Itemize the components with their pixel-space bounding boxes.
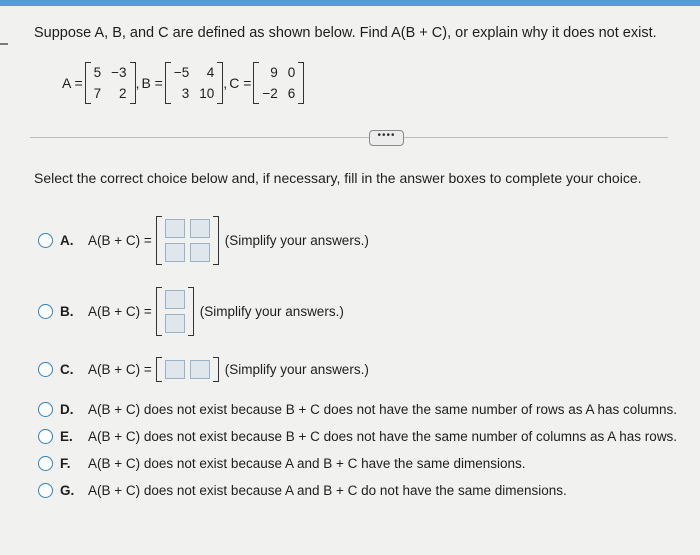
answer-matrix-2x2 [156,216,219,265]
answer-box[interactable] [165,243,185,262]
section-divider [30,137,668,138]
separator: , [135,75,140,91]
radio-d[interactable] [38,402,53,417]
matrix-a-cell: −3 [111,65,127,80]
choice-g-letter: G. [60,483,75,498]
matrix-c-cell: 6 [287,86,296,101]
choice-e-letter: E. [60,429,73,444]
choice-c-expr: A(B + C) = [88,362,152,377]
radio-b[interactable] [38,304,53,319]
more-button[interactable]: •••• [369,130,404,146]
top-accent-bar [0,0,700,6]
separator: , [223,75,228,91]
choice-g-text: A(B + C) does not exist because A and B + C do not have the same dimensions. [88,483,567,498]
matrix-c-cell: 0 [287,65,296,80]
left-edge-marker [0,43,8,45]
answer-matrix-2x1 [156,287,194,336]
answer-box[interactable] [190,219,210,238]
answer-box[interactable] [165,219,185,238]
answer-box[interactable] [190,243,210,262]
choice-e[interactable] [38,429,677,444]
choice-f-letter: F. [60,456,71,471]
choice-d-letter: D. [60,402,74,417]
choice-d[interactable] [38,402,677,417]
choice-a-hint: (Simplify your answers.) [224,233,369,248]
choice-d-text: A(B + C) does not exist because B + C does not have the same number of rows as A has columns. [88,402,678,417]
matrix-c-cell: 9 [270,65,278,80]
choice-b-expr: A(B + C) = [88,304,152,319]
matrix-b-cell: 10 [199,86,215,101]
choice-f[interactable] [38,456,526,471]
answer-box[interactable] [165,314,185,333]
radio-f[interactable] [38,456,53,471]
choice-g[interactable] [38,483,567,498]
choice-c[interactable] [38,357,369,382]
matrix-a-label: A = [62,75,83,91]
answer-matrix-1x2 [156,357,219,382]
matrix-b-cell: −5 [173,65,190,80]
matrix-b [165,65,223,101]
answer-box[interactable] [190,360,210,379]
matrix-c [253,65,304,101]
choice-f-text: A(B + C) does not exist because A and B + C have the same dimensions. [88,456,526,471]
matrix-b-cell: 4 [206,65,215,80]
matrix-definitions [60,60,304,106]
radio-e[interactable] [38,429,53,444]
answer-box[interactable] [165,360,185,379]
matrix-c-label: C = [229,75,252,91]
radio-g[interactable] [38,483,53,498]
radio-c[interactable] [38,362,53,377]
answer-box[interactable] [165,290,185,309]
radio-a[interactable] [38,233,53,248]
matrix-a-cell: 2 [119,86,127,101]
matrix-b-cell: 3 [181,86,190,101]
choice-b[interactable] [38,287,344,336]
choice-e-text: A(B + C) does not exist because B + C does not have the same number of columns as A has rows. [88,429,678,444]
choice-a-expr: A(B + C) = [88,233,152,248]
choice-b-hint: (Simplify your answers.) [199,304,344,319]
matrix-a-cell: 7 [93,86,102,101]
matrix-c-cell: −2 [262,86,278,101]
question-text: Suppose A, B, and C are defined as shown below. Find A(B + C), or explain why it does not exist. [34,25,657,41]
choice-c-letter: C. [60,362,74,377]
choice-a-letter: A. [60,233,74,248]
matrix-a-cell: 5 [93,65,102,80]
matrix-a [85,65,136,101]
choice-a[interactable] [38,216,369,265]
choice-c-hint: (Simplify your answers.) [224,362,369,377]
choice-b-letter: B. [60,304,74,319]
instruction-text: Select the correct choice below and, if necessary, fill in the answer boxes to complete your choice. [34,170,642,186]
matrix-b-label: B = [141,75,163,91]
